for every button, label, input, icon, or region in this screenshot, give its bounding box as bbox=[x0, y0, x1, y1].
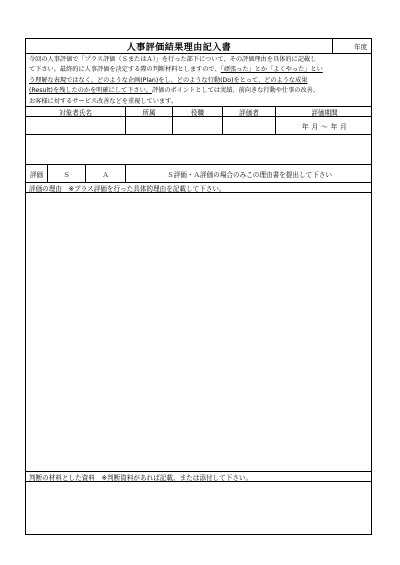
value-row bbox=[26, 117, 371, 135]
position-header: 役職 bbox=[173, 107, 223, 116]
instruction-text: て下さい。最終的に人事評価を決定する際の判断材料としますので、 bbox=[29, 66, 221, 74]
materials-heading: 判断の材料とした資料 ※判断資料があれば記載、または添付して下さい。 bbox=[26, 472, 371, 482]
instructions bbox=[26, 54, 371, 107]
instruction-line bbox=[29, 65, 368, 75]
period-header: 評価期間 bbox=[311, 108, 338, 117]
reason-heading: 評価の理由 ※プラス評価を行った具体的理由を記載して下さい。 bbox=[26, 183, 371, 193]
header-row bbox=[26, 107, 371, 117]
evaluation-note: Ｓ評価・Ａ評価の場合のみこの理由書を提出して下さい bbox=[167, 170, 332, 179]
dept-header: 所属 bbox=[126, 107, 173, 116]
instruction-line: お客様に対するサービス改善などを重視しています。 bbox=[29, 97, 178, 105]
instruction-text: 評価のポイントとしては実績、前向きな行動や仕事の改善、 bbox=[151, 87, 320, 95]
spacer-row bbox=[26, 135, 371, 165]
evaluation-label: 評価 bbox=[26, 165, 48, 182]
year-label[interactable]: 年度 bbox=[354, 42, 367, 51]
instruction-line: う理解な表現ではなく、どのような企画(Plan)をし、どのような行動(Do)をとって、どのような成果 bbox=[29, 76, 308, 84]
grade-a-option[interactable]: Ａ bbox=[86, 165, 126, 182]
form-title: 人事評価結果理由記入書 bbox=[26, 39, 333, 53]
title-row bbox=[26, 39, 371, 54]
dept-field[interactable] bbox=[126, 117, 173, 134]
grade-s-option[interactable]: Ｓ bbox=[48, 165, 86, 182]
instruction-text-underlined: 「頑張った」とか「よくやった」とい bbox=[220, 66, 323, 74]
name-header: 対象者氏名 bbox=[26, 107, 126, 116]
evaluator-field[interactable] bbox=[223, 117, 276, 134]
evaluation-form bbox=[25, 38, 372, 535]
instruction-text-underlined: (Result)を残したのかを明確にして下さい。 bbox=[29, 87, 152, 95]
position-field[interactable] bbox=[173, 117, 223, 134]
materials-textarea[interactable] bbox=[26, 482, 371, 534]
instruction-line bbox=[29, 86, 368, 96]
name-field[interactable] bbox=[26, 117, 126, 134]
evaluation-row bbox=[26, 165, 371, 183]
reason-textarea[interactable] bbox=[26, 193, 371, 472]
evaluator-header: 評価者 bbox=[223, 107, 276, 116]
instruction-line: 今回の人事評価で「プラス評価（ＳまたはＡ）」を行った部下について、その評価理由を具体的に記載し bbox=[29, 56, 317, 63]
period-field[interactable]: 年 月 ～ 年 月 bbox=[301, 122, 348, 131]
